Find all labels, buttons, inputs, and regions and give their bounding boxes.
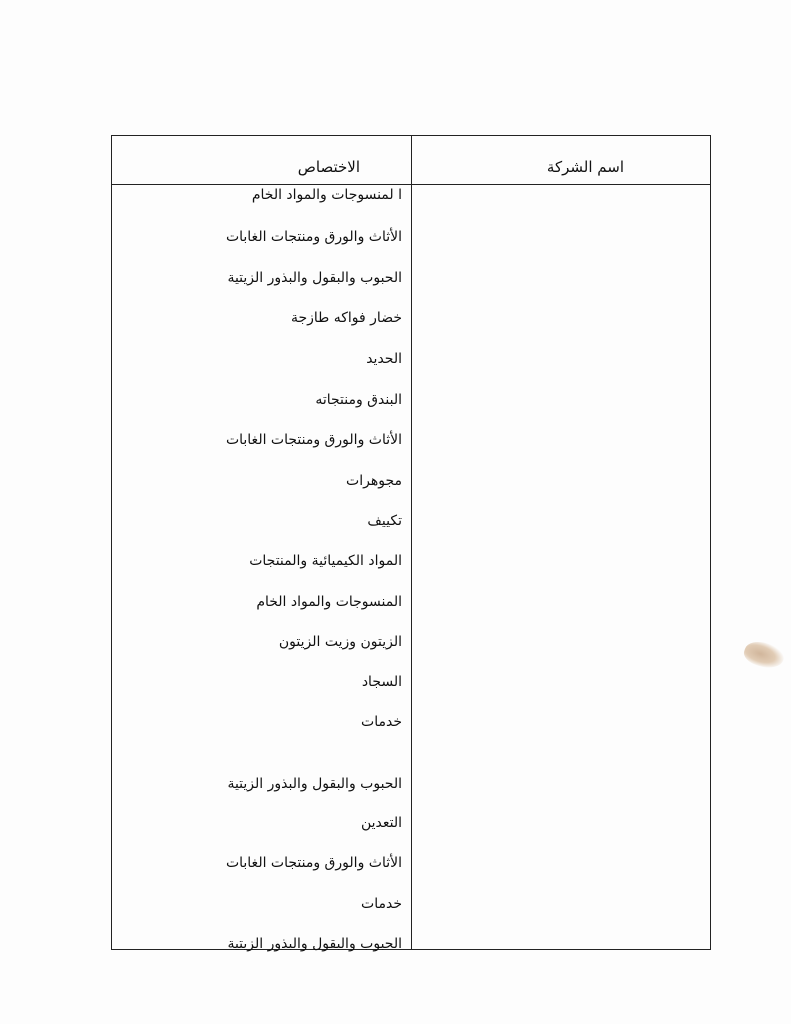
specialty-row: تكييف xyxy=(367,513,402,529)
specialty-row: الحبوب والبقول والبذور الزيتية xyxy=(227,936,402,952)
specialty-row: الأثاث والورق ومنتجات الغابات xyxy=(225,229,402,245)
specialty-row: الزيتون وزيت الزيتون xyxy=(278,634,402,650)
specialty-row: ا لمنسوجات والمواد الخام xyxy=(251,187,402,203)
column-divider xyxy=(411,136,412,949)
specialty-company-table xyxy=(111,135,711,950)
specialty-row: الحبوب والبقول والبذور الزيتية xyxy=(227,776,402,792)
specialty-row: المواد الكيميائية والمنتجات xyxy=(249,553,402,569)
specialty-row: الحديد xyxy=(366,351,402,367)
header-company-name: اسم الشركة xyxy=(546,158,624,176)
specialty-row: خضار فواكه طازجة xyxy=(290,310,402,326)
specialty-row: مجوهرات xyxy=(346,473,402,489)
paper-stain xyxy=(741,637,786,672)
specialty-row: البندق ومنتجاته xyxy=(315,392,402,408)
header-separator xyxy=(112,184,710,185)
specialty-row: الحبوب والبقول والبذور الزيتية xyxy=(227,270,402,286)
specialty-row: التعدين xyxy=(360,815,402,831)
specialty-row: خدمات xyxy=(361,896,402,912)
header-specialty: الاختصاص xyxy=(297,158,360,176)
specialty-row: السجاد xyxy=(361,674,402,690)
specialty-row: الأثاث والورق ومنتجات الغابات xyxy=(225,855,402,871)
specialty-row: خدمات xyxy=(361,714,402,730)
specialty-row: المنسوجات والمواد الخام xyxy=(256,594,402,610)
specialty-row: الأثاث والورق ومنتجات الغابات xyxy=(225,432,402,448)
